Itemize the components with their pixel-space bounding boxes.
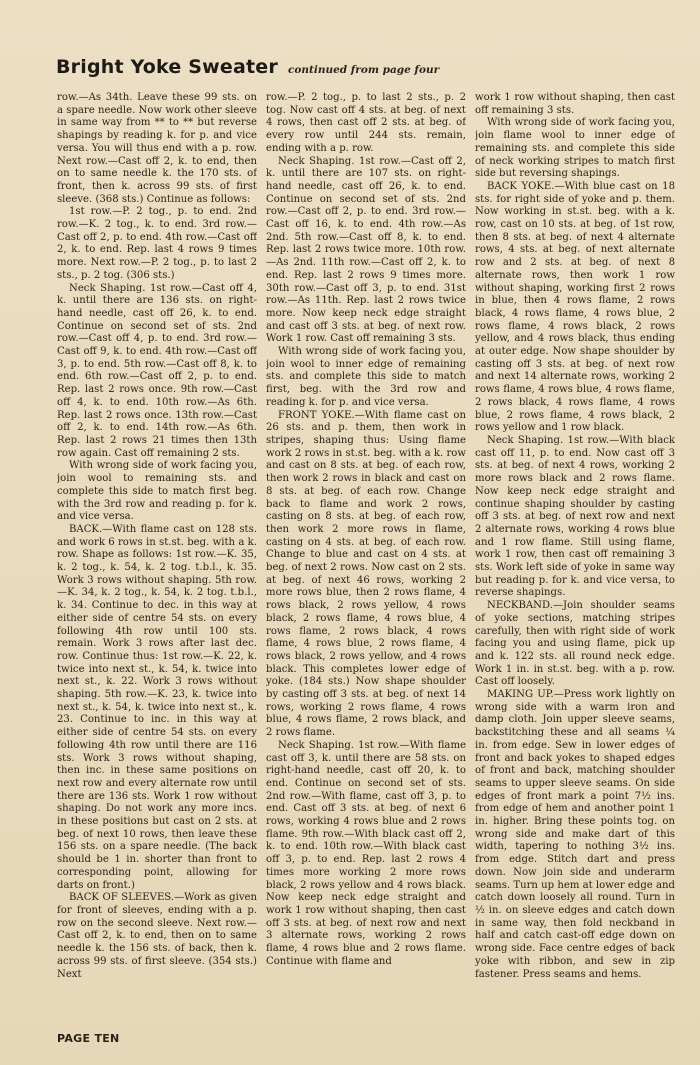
- paragraph: BACK OF SLEEVES.—Work as given for front of sleeves, ending with a p. row on the second sleeve. Next row.—Cast off 2, k. to end, then on to same needle k. the 156 sts. of back, then k. across 99 sts. of first sleeve. (354 sts.) Next: [57, 892, 257, 980]
- paragraph: With wrong side of work facing you, join wool to inner edge of remaining sts. and complete this side to match first, beg. with the 3rd row and reading k. for p. and vice versa.: [266, 346, 466, 408]
- continued-note: continued from page four: [287, 64, 440, 76]
- paragraph: MAKING UP.—Press work lightly on wrong side with a warm iron and damp cloth. Join upper sleeve seams, backstitching these and all seams ¼ in. from edge. Sew in lower edges of front and back yokes to shaped edges of front and back, matching shoulder seams to upper sleeve seams. On side edges of front mark a point 7½ ins. from edge of hem and another point 1 in. higher. Bring these points tog. on wrong side and make dart of this width, tapering to nothing 3½ ins. from edge. Stitch dart and press down. Now join side and underarm seams. Turn up hem at lower edge and catch down loosely all round. Turn in ½ in. on sleeve edges and catch down in same way, then fold neckband in half and catch cast-off edge down on wrong side. Face centre edges of back yoke with ribbon, and sew in zip fastener. Press seams and hems.: [475, 689, 675, 980]
- paragraph: row.—P. 2 tog., p. to last 2 sts., p. 2 tog. Now cast off 4 sts. at beg. of next 4 rows, then cast off 2 sts. at beg. of every row until 244 sts. remain, ending with a p. row.: [266, 92, 466, 154]
- article-title: Bright Yoke Sweater: [56, 56, 278, 78]
- paragraph: Neck Shaping. 1st row.—With black cast off 11, p. to end. Now cast off 3 sts. at beg. of next 4 rows, working 2 more rows black and 2 rows flame. Now keep neck edge straight and continue shaping shoulder by casting off 3 sts. at beg. of next row and next 2 alternate rows, working 4 rows blue and 1 row flame. Still using flame, work 1 row, then cast off remaining 3 sts. Work left side of yoke in same way but reading p. for k. and vice versa, to reverse shapings.: [475, 434, 675, 599]
- paragraph: With wrong side of work facing you, join wool to remaining sts. and complete this side to match first beg. with the 3rd row and reading p. for k. and vice versa.: [57, 460, 257, 523]
- paragraph: work 1 row without shaping, then cast off remaining 3 sts.: [475, 92, 675, 116]
- paragraph: Neck Shaping. 1st row.—With flame cast off 3, k. until there are 58 sts. on right-hand needle, cast off 20, k. to end. Continue on second set of sts. 2nd row.—With flame, cast off 3, p. to end. Cast off 3 sts. at beg. of next 6 rows, working 4 rows blue and 2 rows flame. 9th row.—With black cast off 2, k. to end. 10th row.—With black cast off 3, p. to end. Rep. last 2 rows 4 times more working 2 more rows black, 2 rows yellow and 4 rows black. Now keep neck edge straight and work 1 row without shaping, then cast off 3 sts. at beg. of next row and next 3 alternate rows, working 2 rows flame, 4 rows blue and 2 rows flame. Continue with flame and: [266, 739, 466, 967]
- paragraph: NECKBAND.—Join shoulder seams of yoke sections, matching stripes carefully, then with right side of work facing you and using flame, pick up and k. 122 sts. all round neck edge. Work 1 in. in st.st. beg. with a p. row. Cast off loosely.: [475, 600, 675, 688]
- paragraph: Neck Shaping. 1st row.—Cast off 2, k. until there are 107 sts. on right-hand needle, cast off 26, k. to end. Continue on second set of sts. 2nd row.—Cast off 2, p. to end. 3rd row.—Cast off 16, k. to end. 4th row.—As 2nd. 5th row.—Cast off 8, k. to end. Rep. last 2 rows twice more. 10th row.—As 2nd. 11th row.—Cast off 2, k. to end. Rep. last 2 rows 9 times more. 30th row.—Cast off 3, p. to end. 31st row.—As 11th. Rep. last 2 rows twice more. Now keep neck edge straight and cast off 3 sts. at beg. of next row. Work 1 row. Cast off remaining 3 sts.: [266, 155, 466, 345]
- paragraph: BACK.—With flame cast on 128 sts. and work 6 rows in st.st. beg. with a k. row. Shape as follows: 1st row.—K. 35, k. 2 tog., k. 54, k. 2 tog. t.b.l., k. 35. Work 3 rows without shaping. 5th row.—K. 34, k. 2 tog., k. 54, k. 2 tog. t.b.l., k. 34. Continue to dec. in this way at either side of centre 54 sts. on every following 4th row until 100 sts. remain. Work 3 rows after last dec. row. Continue thus: 1st row.—K. 22, k. twice into next st., k. 54, k. twice into next st., k. 22. Work 3 rows without shaping. 5th row.—K. 23, k. twice into next st., k. 54, k. twice into next st., k. 23. Continue to inc. in this way at either side of centre 54 sts. on every following 4th row until there are 116 sts. Work 3 rows without shaping, then inc. in these same positions on next row and every alternate row until there are 136 sts. Work 1 row without shaping. Do not work any more incs. in these positions but cast on 2 sts. at beg. of next 10 rows, then leave these 156 sts. on a spare needle. (The back should be 1 in. shorter than front to corresponding point, allowing for darts on front.): [57, 523, 257, 891]
- paragraph: 1st row.—P. 2 tog., p. to end. 2nd row.—K. 2 tog., k. to end. 3rd row.—Cast off 2, p. to end. 4th row.—Cast off 2, k. to end. Rep. last 4 rows 9 times more. Next row.—P. 2 tog., p. to last 2 sts., p. 2 tog. (306 sts.): [57, 206, 257, 281]
- page-header: [56, 56, 670, 78]
- column-1: [57, 92, 257, 1012]
- paragraph: FRONT YOKE.—With flame cast on 26 sts. and p. them, then work in stripes, shaping thus: Using flame work 2 rows in st.st. beg. with a k. row and cast on 8 sts. at beg. of each row, then work 2 rows in black and cast on 8 sts. at beg. of each row. Change back to flame and work 2 rows, casting on 8 sts. at beg. of each row, then work 2 more rows in flame, casting on 4 sts. at beg. of each row. Change to blue and cast on 4 sts. at beg. of next 2 rows. Now cast on 2 sts. at beg. of next 46 rows, working 2 more rows blue, then 2 rows flame, 4 rows black, 2 rows yellow, 4 rows black, 2 rows flame, 4 rows blue, 4 rows flame, 2 rows black, 4 rows flame, 4 rows blue, 2 rows flame, 4 rows black, 2 rows yellow, and 4 rows black. This completes lower edge of yoke. (184 sts.) Now shape shoulder by casting off 3 sts. at beg. of next 14 rows, working 2 rows flame, 4 rows blue, 4 rows flame, 2 rows black, and 2 rows flame.: [266, 409, 466, 739]
- column-2: [266, 92, 466, 1012]
- paragraph: Neck Shaping. 1st row.—Cast off 4, k. until there are 136 sts. on right-hand needle, cast off 26, k. to end. Continue on second set of sts. 2nd row.—Cast off 4, p. to end. 3rd row.—Cast off 9, k. to end. 4th row.—Cast off 3, p. to end. 5th row.—Cast off 8, k. to end. 6th row.—Cast off 2, p. to end. Rep. last 2 rows once. 9th row.—Cast off 4, k. to end. 10th row.—As 6th. Rep. last 2 rows once. 13th row.—Cast off 2, k. to end. 14th row.—As 6th. Rep. last 2 rows 21 times then 13th row again. Cast off remaining 2 sts.: [57, 282, 257, 459]
- paragraph: row.—As 34th. Leave these 99 sts. on a spare needle. Now work other sleeve in same way from ** to ** but reverse shapings by reading k. for p. and vice versa. You will thus end with a p. row. Next row.—Cast off 2, k. to end, then on to same needle k. the 170 sts. of front, then k. across 99 sts. of first sleeve. (368 sts.) Continue as follows:: [57, 92, 257, 205]
- page-number: PAGE TEN: [57, 1032, 120, 1045]
- paragraph: BACK YOKE.—With blue cast on 18 sts. for right side of yoke and p. them. Now working in st.st. beg. with a k. row, cast on 10 sts. at beg. of 1st row, then 8 sts. at beg. of next 4 alternate rows, 4 sts. at beg. of next alternate row and 2 sts. at beg. of next 8 alternate rows, then work 1 row without shaping, working first 2 rows in blue, then 4 rows flame, 2 rows black, 4 rows flame, 4 rows blue, 2 rows flame, 4 rows black, 2 rows yellow, and 4 rows black, thus ending at outer edge. Now shape shoulder by casting off 3 sts. at beg. of next row and next 14 alternate rows, working 2 rows flame, 4 rows blue, 4 rows flame, 2 rows black, 4 rows flame, 4 rows blue, 2 rows flame, 4 rows black, 2 rows yellow and 1 row black.: [475, 180, 675, 434]
- column-3: [475, 92, 675, 1012]
- paragraph: With wrong side of work facing you, join flame wool to inner edge of remaining sts. and complete this side of neck working stripes to match first side but reversing shapings.: [475, 117, 675, 180]
- text-columns: [57, 92, 677, 1012]
